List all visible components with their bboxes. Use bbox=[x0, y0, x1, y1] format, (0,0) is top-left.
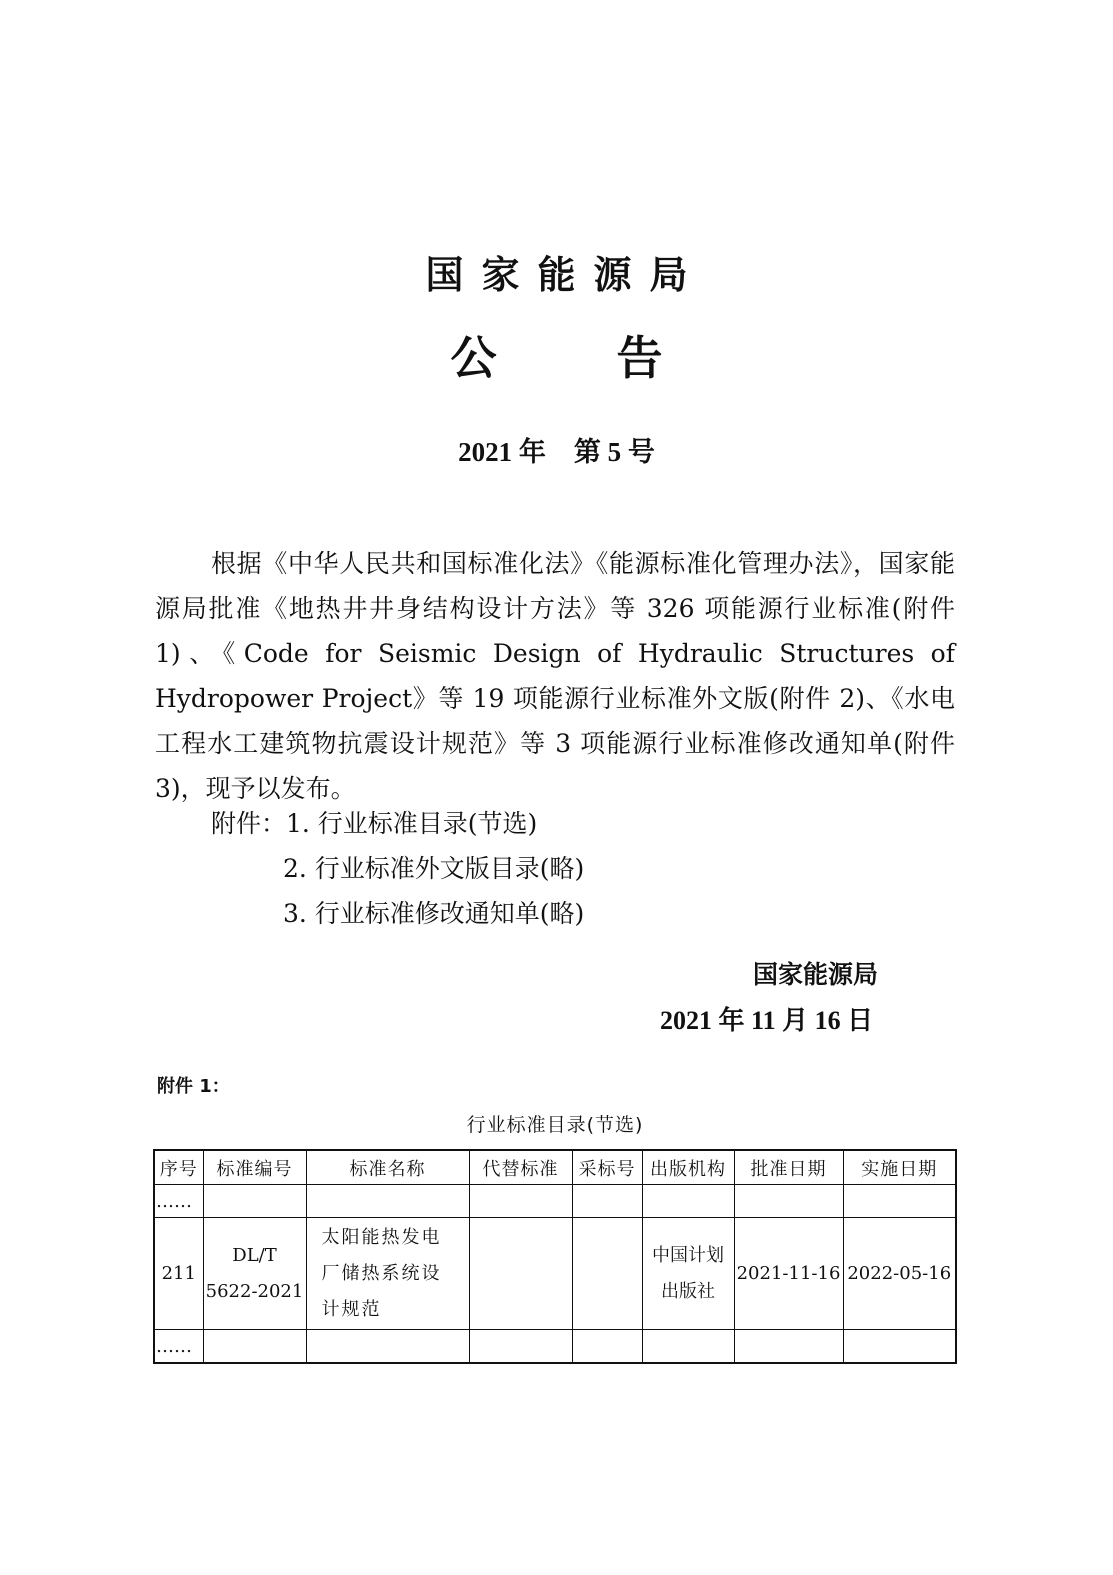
col-header-adopted: 采标号 bbox=[572, 1150, 642, 1185]
cell-code bbox=[203, 1218, 306, 1330]
col-header-replaces: 代替标准 bbox=[469, 1150, 572, 1185]
col-header-seq: 序号 bbox=[154, 1150, 203, 1185]
table-header-row bbox=[154, 1150, 956, 1185]
signature-org: 国家能源局 bbox=[753, 960, 879, 989]
ellipsis-cell: …… bbox=[154, 1185, 203, 1218]
col-header-effective-date: 实施日期 bbox=[843, 1150, 956, 1185]
table-row bbox=[154, 1218, 956, 1330]
cell-replaces bbox=[469, 1218, 572, 1330]
cell-name bbox=[306, 1218, 469, 1330]
body-paragraph: 根据《中华人民共和国标准化法》《能源标准化管理办法》，国家能源局批准《地热井井身结构设计方法》等 326 项能源行业标准(附件 1)、《Code for Seismic Design of Hydraulic Structures of Hydropower Project》等 19 项能源行业标准外文版(附件 2)、《水电工程水工建筑物抗震设计规范》等 3 项能源行业标准修改通知单(附件 3)，现予以发布。 bbox=[155, 549, 955, 803]
col-header-approval-date: 批准日期 bbox=[734, 1150, 843, 1185]
cell-publisher-line2: 出版社 bbox=[661, 1280, 715, 1302]
cell-code-line1: DL/T bbox=[232, 1244, 277, 1266]
attachment-item-2: 2. 行业标准外文版目录(略) bbox=[283, 854, 585, 883]
notice-number bbox=[0, 430, 1113, 469]
cell-seq: 211 bbox=[154, 1218, 203, 1330]
agency-title: 国家能源局 bbox=[425, 253, 706, 297]
signature-date: 2021 年 11 月 16 日 bbox=[660, 1006, 874, 1035]
ellipsis-cell: …… bbox=[154, 1330, 203, 1364]
cell-code-line2: 5622-2021 bbox=[205, 1280, 304, 1302]
attachment-item-3: 3. 行业标准修改通知单(略) bbox=[283, 899, 585, 928]
cell-effective-date: 2022-05-16 bbox=[843, 1218, 956, 1330]
cell-publisher bbox=[642, 1218, 734, 1330]
notice-issue: 第 5 号 bbox=[573, 437, 655, 467]
cell-name-line2: 厂储热系统设 bbox=[321, 1262, 442, 1284]
col-header-code: 标准编号 bbox=[203, 1150, 306, 1185]
col-header-name: 标准名称 bbox=[306, 1150, 469, 1185]
notice-title: 公 告 bbox=[450, 331, 715, 385]
appendix-label: 附件 1： bbox=[157, 1076, 230, 1097]
table-row-ellipsis-top bbox=[154, 1185, 956, 1218]
table-title: 行业标准目录(节选) bbox=[466, 1114, 644, 1136]
attachment-item-1: 附件：1. 行业标准目录(节选) bbox=[211, 809, 538, 838]
col-header-publisher: 出版机构 bbox=[642, 1150, 734, 1185]
notice-year: 2021 年 bbox=[458, 437, 546, 467]
cell-name-line3: 计规范 bbox=[321, 1298, 382, 1320]
cell-adopted bbox=[572, 1218, 642, 1330]
cell-approval-date: 2021-11-16 bbox=[734, 1218, 843, 1330]
cell-name-line1: 太阳能热发电 bbox=[321, 1226, 442, 1248]
cell-publisher-line1: 中国计划 bbox=[652, 1244, 724, 1266]
standards-table bbox=[153, 1149, 957, 1364]
table-row-ellipsis-bottom bbox=[154, 1330, 956, 1364]
